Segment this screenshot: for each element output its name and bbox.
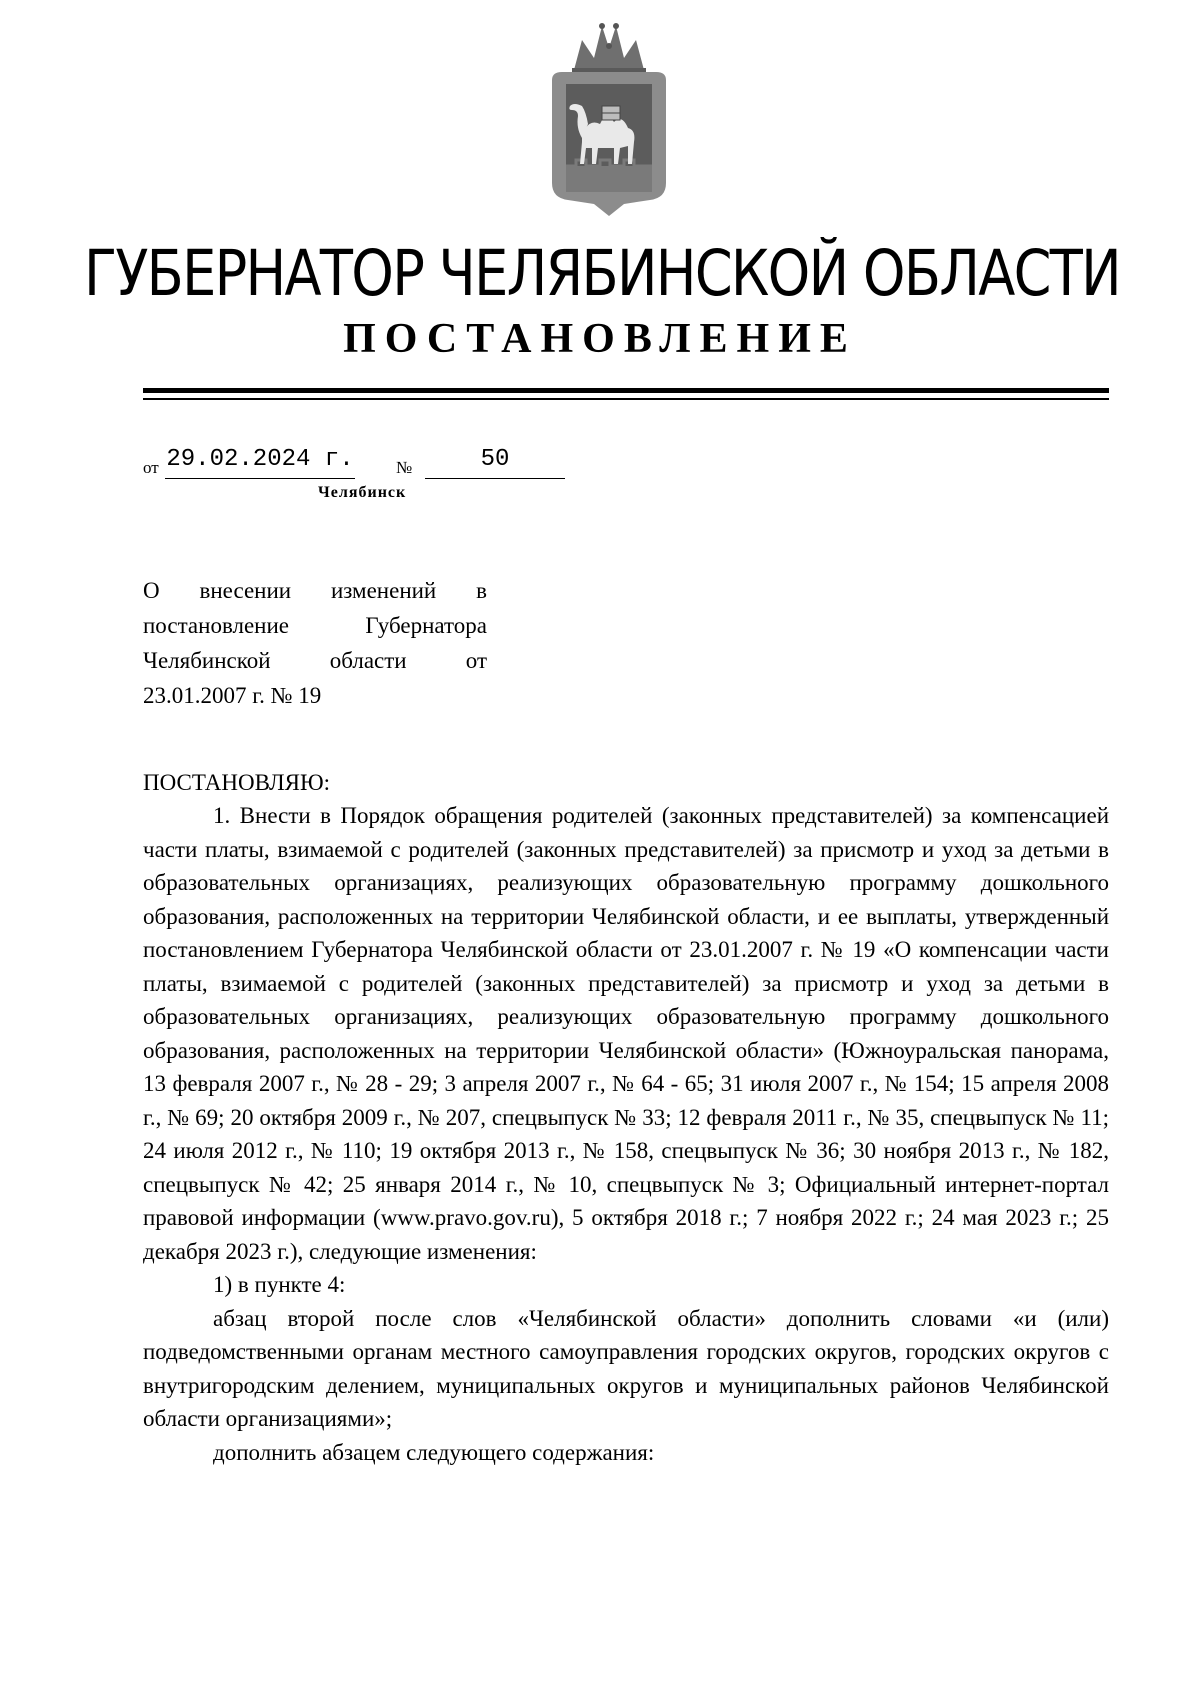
- document-subject: О внесении изменений в постановление Губернатора Челябинской области от 23.01.2007 г. № 19: [143, 578, 487, 708]
- body-paragraph: 1) в пункте 4:: [213, 1272, 346, 1297]
- body-paragraph: дополнить абзацем следующего содержания:: [213, 1439, 655, 1465]
- document-type-title: ПОСТАНОВЛЕНИЕ: [343, 316, 857, 362]
- body-paragraph: 1. Внести в Порядок обращения родителей (законных представителей) за компенсацией части платы, взимаемой с родителей (законных представителей) за присмотр и уход за детьми в образовательных организациях, реализующих образовательную программу дошкольного образования, расположенных на территории Челябинской области, и ее выплаты, утвержденный постановлением Губернатора Челябинской области от 23.01.2007 г. № 19 «О компенсации части платы, взимаемой с родителей (законных представителей) за присмотр и уход за детьми в образовательных организациях, реализующих образовательную программу дошкольного образования, расположенных на территории Челябинской области» (Южноуральская панорама, 13 февраля 2007 г., № 28 - 29; 3 апреля 2007 г., № 64 - 65; 31 июля 2007 г., № 154; 15 апреля 2008 г., № 69; 20 октября 2009 г., № 207, спецвыпуск № 33; 12 февраля 2011 г., № 35, спецвыпуск № 11; 24 июля 2012 г., № 110; 19 октября 2013 г., № 158, спецвыпуск № 36; 30 ноября 2013 г., № 182, спецвыпуск № 42; 25 января 2014 г., № 10, спецвыпуск № 3; Официальный интернет-портал правовой информации (www.pravo.gov.ru), 5 октября 2018 г.; 7 ноября 2022 г.; 24 мая 2023 г.; 25 декабря 2023 г.), следующие изменения:: [143, 803, 1109, 1264]
- number-sign: №: [396, 458, 413, 477]
- organization-title: ГУБЕРНАТОР ЧЕЛЯБИНСКОЙ ОБЛАСТИ: [84, 237, 1120, 310]
- document-date: 29.02.2024 г.: [165, 444, 355, 479]
- date-number-line: [143, 444, 593, 484]
- body-paragraph: абзац второй после слов «Челябинской области» дополнить словами «и (или) подведомственными органам местного самоуправления городских округов, городских округов с внутригородским делением, муниципальных округов и муниципальных районов Челябинской области организациями»;: [143, 1305, 1109, 1431]
- decree-heading: ПОСТАНОВЛЯЮ:: [143, 770, 331, 795]
- header-divider-thin: [143, 398, 1109, 400]
- city-label: Челябинск: [318, 484, 407, 501]
- date-prefix: от: [143, 458, 159, 477]
- header-divider-thick: [143, 388, 1109, 393]
- document-number: 50: [425, 444, 565, 479]
- document-body: [143, 799, 1109, 1469]
- coat-of-arms-icon: [542, 18, 676, 218]
